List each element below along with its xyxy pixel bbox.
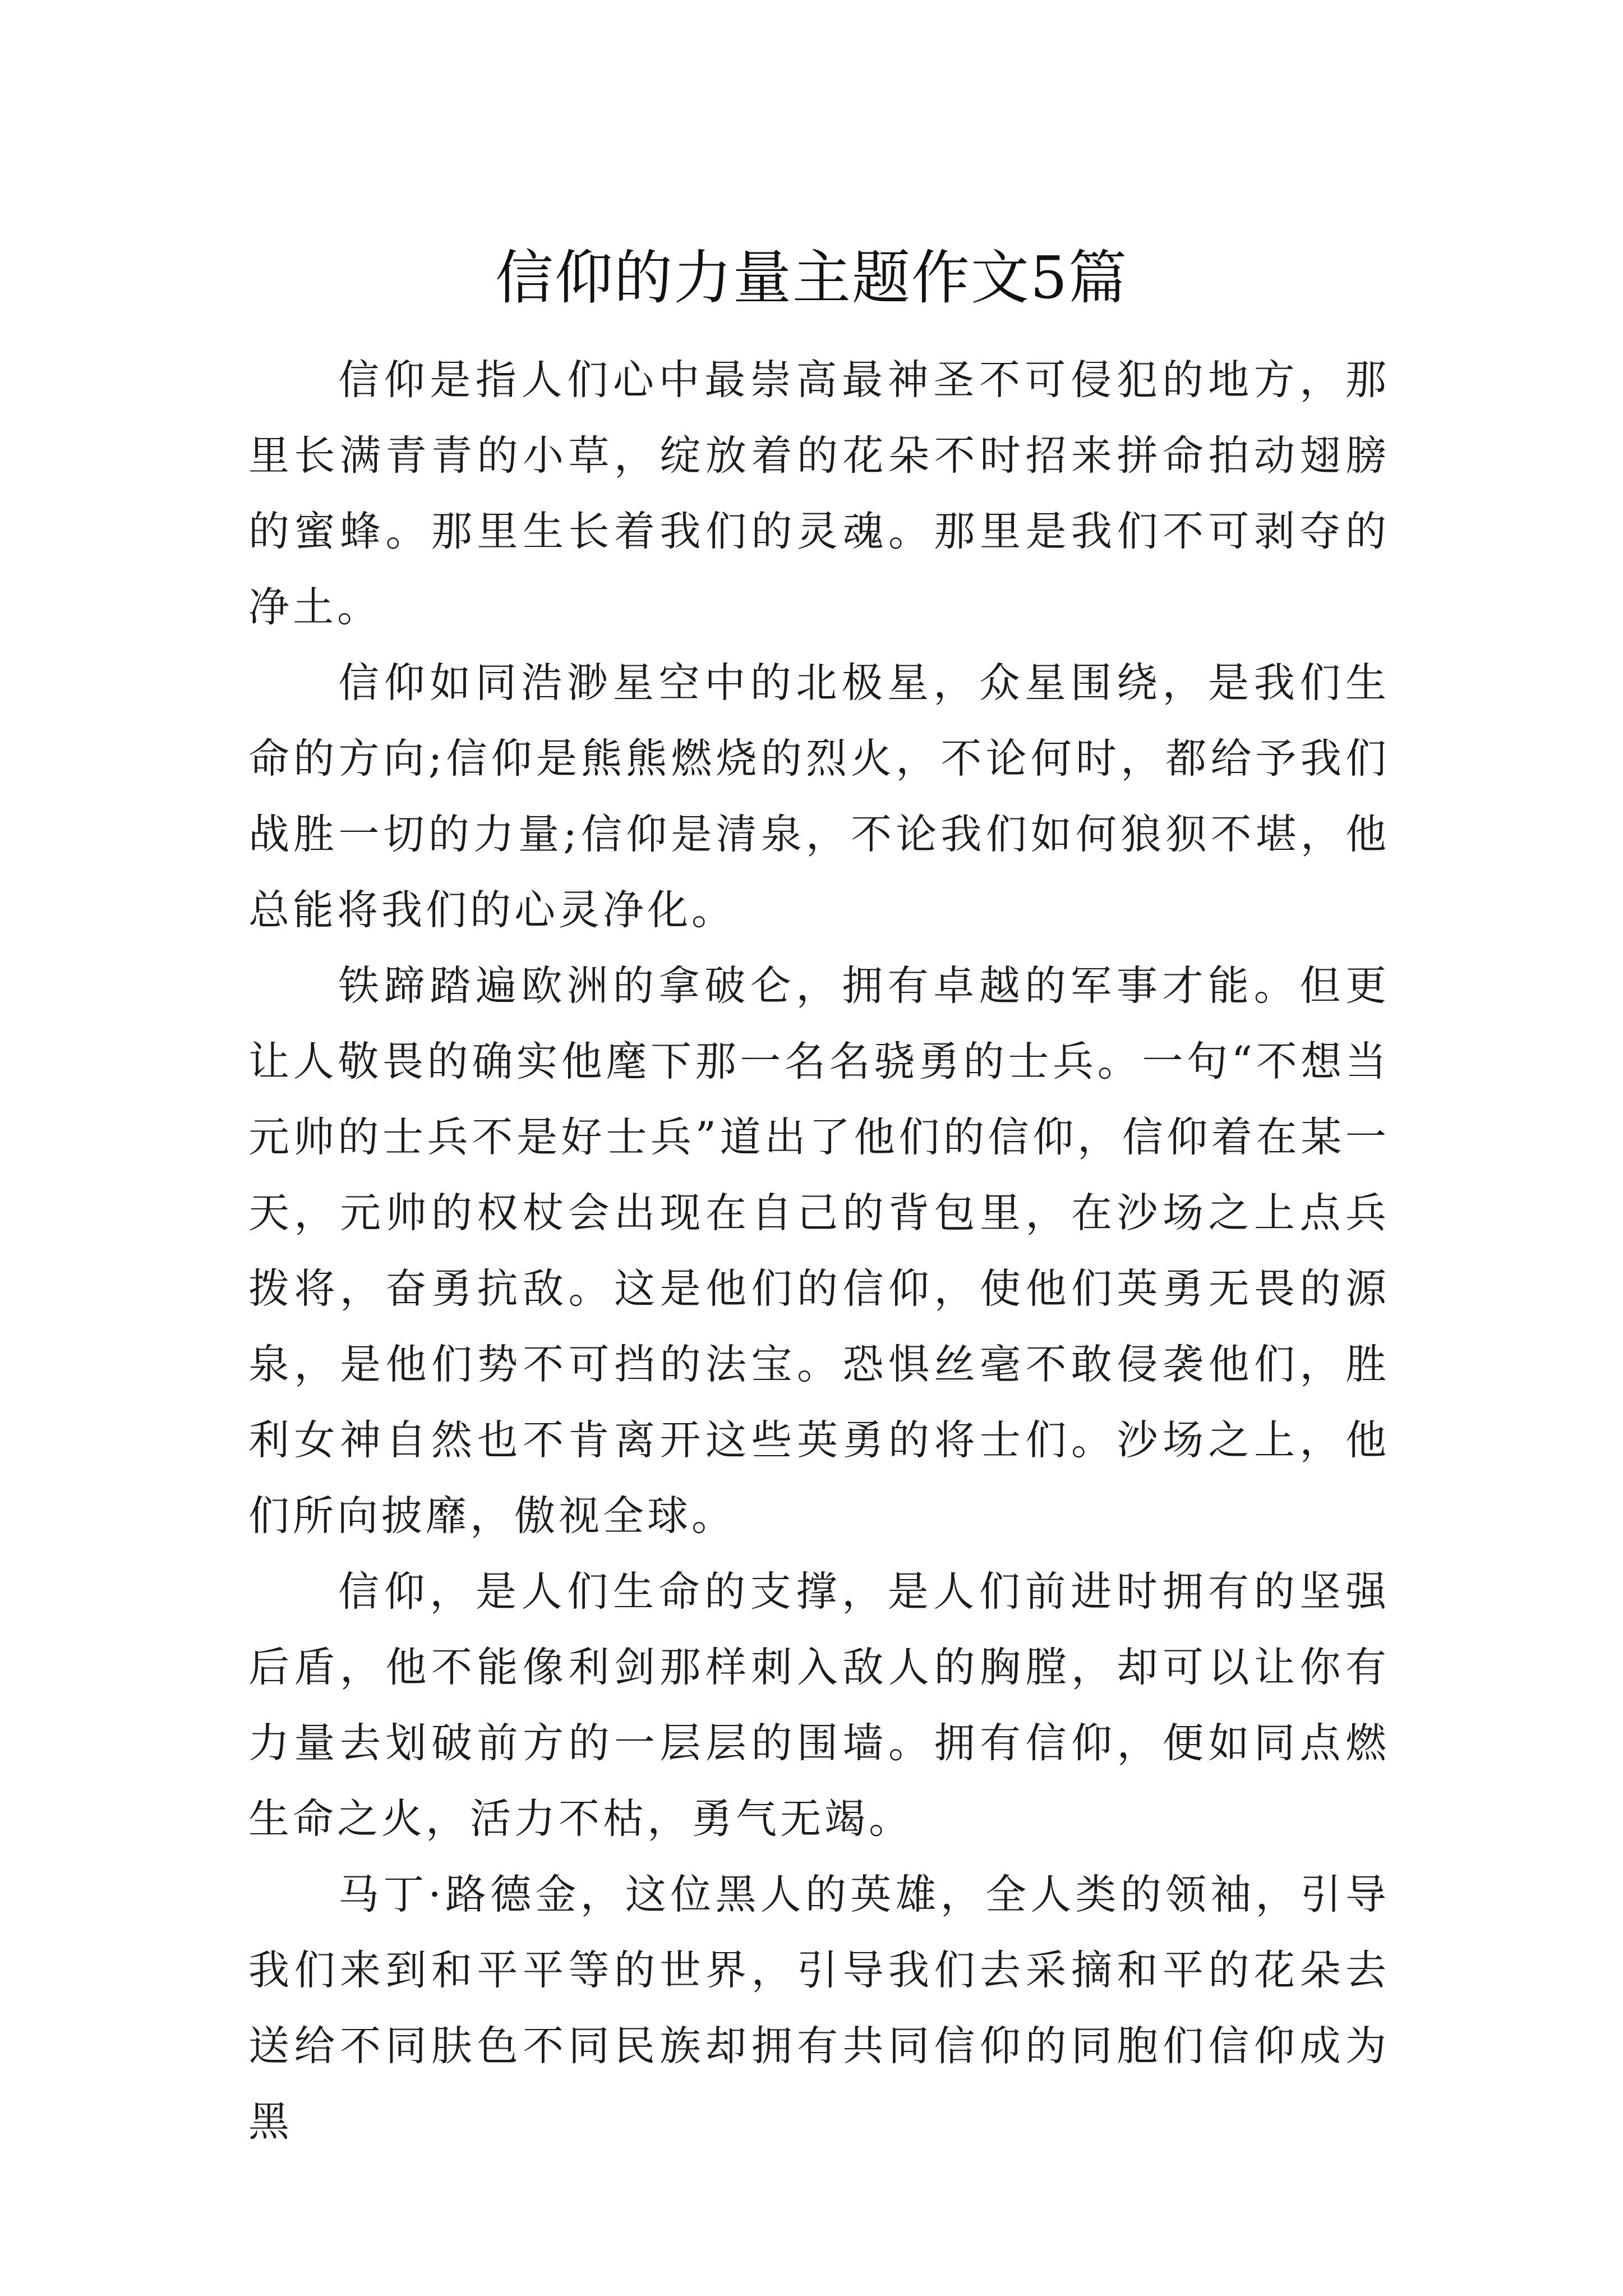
paragraph: 信仰如同浩渺星空中的北极星，众星围绕，是我们生命的方向;信仰是熊熊燃烧的烈火，不论何时，都给予我们战胜一切的力量;信仰是清泉，不论我们如何狼狈不堪，他总能将我们的心灵净化。 [248,659,1390,934]
paragraph: 信仰，是人们生命的支撑，是人们前进时拥有的坚强后盾，他不能像利剑那样刺入敌人的胸膛，却可以让你有力量去划破前方的一层层的围墙。拥有信仰，便如同点燃生命之火，活力不枯，勇气无竭。 [248,1568,1390,1843]
paragraph: 马丁·路德金，这位黑人的英雄，全人类的领袖，引导我们来到和平平等的世界，引导我们去采摘和平的花朵去送给不同肤色不同民族却拥有共同信仰的同胞们信仰成为黑 [248,1871,1390,2146]
document-title: 信仰的力量主题作文5篇 [495,243,1128,312]
paragraph: 铁蹄踏遍欧洲的拿破仑，拥有卓越的军事才能。但更让人敬畏的确实他麾下那一名名骁勇的士兵。一句“不想当元帅的士兵不是好士兵”道出了他们的信仰，信仰着在某一天，元帅的权杖会出现在自己的背包里，在沙场之上点兵拨将，奋勇抗敌。这是他们的信仰，使他们英勇无畏的源泉，是他们势不可挡的法宝。恐惧丝毫不敢侵袭他们，胜利女神自然也不肯离开这些英勇的将士们。沙场之上，他们所向披靡，傲视全球。 [248,962,1390,1540]
paragraph: 信仰是指人们心中最崇高最神圣不可侵犯的地方，那里长满青青的小草，绽放着的花朵不时招来拼命拍动翅膀的蜜蜂。那里生长着我们的灵魂。那里是我们不可剥夺的净土。 [248,356,1390,631]
document-body [248,342,1390,2160]
